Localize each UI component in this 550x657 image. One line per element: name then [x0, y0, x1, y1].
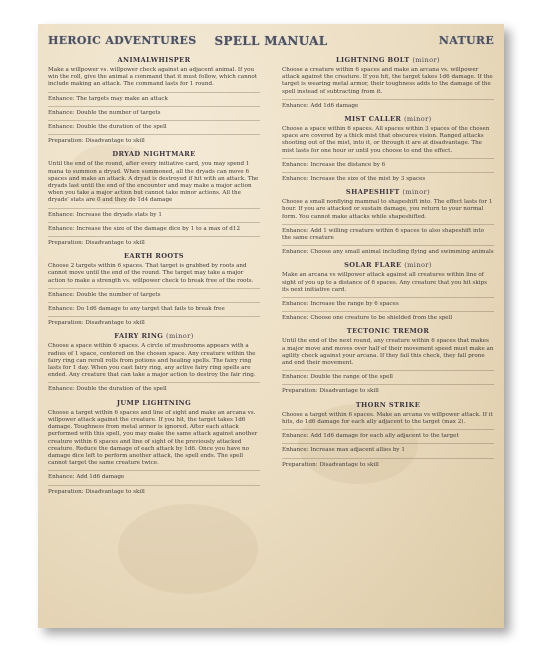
divider — [48, 236, 260, 237]
spell-title — [48, 332, 260, 340]
spell-entry — [282, 188, 494, 256]
spell-entry — [48, 399, 260, 496]
spell-description: Choose a space within 6 spaces. All spaces within 3 spaces of the chosen space are covered by a thick mist that obscures vision. Ranged attacks shooting out of the mist, into it, or through it are at disadvantage. The mist lasts for one hour or until you choose to end the effect. — [282, 126, 490, 154]
spell-entry — [48, 56, 260, 145]
spell-enhance: Enhance: Increase the distance by 6 — [282, 161, 386, 168]
spell-description: Make an arcana vs willpower attack against all creatures within line of sight of you up to a distance of 6 spaces. Any creature that you hit skips its next initiative card. — [282, 272, 488, 293]
divider — [48, 470, 260, 471]
divider — [48, 134, 260, 135]
spell-entry — [48, 150, 260, 247]
spell-title — [282, 188, 494, 196]
header-right: NATURE — [438, 34, 494, 47]
spell-preparation: Preparation: Disadvantage to skill — [48, 320, 145, 327]
left-column — [48, 56, 260, 501]
spell-name: EARTH ROOTS — [124, 252, 184, 261]
spell-description: Until the end of the next round, any creature within 6 spaces that makes a major move and moves over half of their movement speed must make an agility check against your arcana. If they fail this check, they fall prone and end their movement. — [282, 338, 494, 367]
spell-title — [48, 399, 260, 407]
spell-enhance: Enhance: Increase the size of the damage dice by 1 to a max of d12 — [48, 225, 241, 232]
spell-enhance: Enhance: Double the duration of the spell — [48, 124, 167, 131]
spell-enhance: Enhance: Add 1 willing creature within 6 spaces to also shapeshift into the same creature — [282, 227, 485, 242]
divider — [282, 99, 494, 100]
spell-name: LIGHTNING BOLT — [336, 56, 410, 64]
spell-description: Choose 2 targets within 6 spaces. That target is grabbed by roots and cannot move until the end of the round. The target may take a major action to make a strength vs. willpower check to break free of the roots. — [48, 263, 254, 284]
spell-name: SHAPESHIFT — [345, 188, 400, 197]
spell-enhance: Enhance: Double the duration of the spell — [48, 386, 167, 393]
divider — [48, 382, 260, 383]
spell-title — [282, 401, 494, 409]
spell-minor-tag: (minor) — [166, 332, 194, 341]
spell-enhance: Enhance: Increase the dryads stats by 1 — [48, 211, 162, 218]
spell-minor-tag: (minor) — [403, 115, 432, 124]
header-title: SPELL MANUAL — [214, 34, 328, 48]
divider — [282, 370, 494, 371]
spell-enhance: Enhance: Add 1d6 damage — [282, 102, 359, 109]
spell-description: Choose a creature within 6 spaces and make an arcana vs. willpower attack against the creature. If you hit, the target takes 1d6 damage. If the target is wearing metal armor, their toughness adds to the damage of the spell instead of subtracting from it. — [282, 67, 493, 95]
spell-name: DRYAD NIGHTMARE — [112, 150, 196, 159]
spell-name: MIST CALLER — [344, 115, 402, 124]
divider — [48, 92, 260, 93]
spell-preparation: Preparation: Disadvantage to skill — [282, 388, 379, 395]
spell-enhance: Enhance: Choose any small animal including flying and swimming animals — [282, 249, 494, 256]
paper-stain — [118, 504, 258, 594]
spell-preparation: Preparation: Disadvantage to skill — [282, 461, 379, 468]
divider — [282, 429, 494, 430]
spell-description: Until the end of the round, after every initiative card, you may spend 1 mana to summon a dryad. When summoned, all the dryads can move 6 spaces and make an attack. A dryad is destroyed if hit with an attack. The dryads last until the end of the encounter and may make a major action when you take a major action but cannot take minor actions. All the dryads' stats are 0 and they do 1d4 damage — [48, 161, 259, 204]
divider — [48, 302, 260, 303]
spell-minor-tag: (minor) — [404, 261, 432, 270]
spell-description: Make a willpower vs. willpower check against an adjacent animal. If you win the roll, give the animal a command that it must follow, which cannot include making an attack. The command lasts for 1 round. — [48, 67, 257, 88]
spell-enhance: Enhance: The targets may make an attack — [48, 95, 168, 102]
spell-name: FAIRY RING — [114, 332, 164, 341]
spell-title — [282, 56, 494, 64]
spell-title — [282, 327, 494, 335]
divider — [282, 443, 494, 444]
spell-minor-tag: (minor) — [412, 56, 440, 64]
spell-enhance: Enhance: Increase max adjacent allies by 1 — [282, 447, 405, 454]
spell-preparation: Preparation: Disadvantage to skill — [48, 240, 145, 247]
spell-title — [282, 115, 494, 123]
spell-enhance: Enhance: Add 1d6 damage — [48, 474, 125, 481]
divider — [282, 384, 494, 385]
divider — [282, 158, 494, 159]
spell-preparation: Preparation: Disadvantage to skill — [48, 138, 145, 145]
spell-title — [282, 261, 494, 269]
divider — [282, 311, 494, 312]
spell-entry — [48, 332, 260, 393]
spell-title — [48, 150, 260, 158]
spell-name: THORN STRIKE — [355, 400, 421, 409]
spell-name: ANIMALWHISPER — [117, 56, 191, 64]
spell-description: Choose a space within 6 spaces. A circle of mushrooms appears with a radius of 1 space, centered on the chosen space. Any creature within the fairy ring can reroll rolls from potions and healing spells. The fairy ring lasts for 1 day. When you cast fairy ring, any active fairy ring spells are ended. Any creature that can take a major action to destroy the fair ring. — [48, 343, 256, 379]
spell-enhance: Enhance: Do 1d6 damage to any target that fails to break free — [48, 306, 225, 313]
spell-minor-tag: (minor) — [402, 188, 431, 197]
divider — [48, 485, 260, 486]
spell-enhance: Enhance: Double the number of targets — [48, 291, 161, 298]
divider — [48, 120, 260, 121]
spell-enhance: Enhance: Double the range of the spell — [282, 374, 393, 381]
page-header — [38, 24, 504, 46]
divider — [48, 106, 260, 107]
spell-enhance: Enhance: Double the number of targets — [48, 109, 161, 116]
divider — [48, 222, 260, 223]
divider — [48, 208, 260, 209]
spell-description: Choose a target within 6 spaces and line of sight and make an arcana vs. willpower attack against the creature. If you hit, the target takes 1d6 damage. Toughness from metal armor is ignored. After each attack performed with this spell, you may make the same attack against another creature within 6 spaces and line of sight of the previously attacked creature. Reduce the damage of each attack by 1d6. Once you have no damage dice left to perform another attack, the spell ends. The spell cannot target the same creature twice. — [48, 409, 258, 467]
spell-description: Choose a target within 6 spaces. Make an arcana vs willpower attack. If it hits, do 1d6 damage for each ally adjacent to the target (max 2). — [282, 411, 493, 425]
divider — [48, 288, 260, 289]
divider — [282, 245, 494, 246]
spell-enhance: Enhance: Increase the range by 6 spaces — [282, 301, 399, 308]
divider — [282, 172, 494, 173]
spell-enhance: Enhance: Add 1d6 damage for each ally adjacent to the target — [282, 433, 459, 440]
spell-manual-page — [38, 24, 504, 628]
spell-entry — [282, 401, 494, 469]
spell-entry — [282, 56, 494, 110]
spell-description: Choose a small nonflying mammal to shapeshift into. The effect lasts for 1 hour. If you are attacked or sustain damage, you return to your normal form. You cannot make attacks while shapeshifted. — [282, 199, 493, 220]
spell-entry — [282, 261, 494, 322]
header-left: HEROIC ADVENTURES — [48, 34, 197, 47]
spell-title — [48, 252, 260, 260]
spell-entry — [282, 327, 494, 395]
spell-preparation: Preparation: Disadvantage to skill — [48, 488, 145, 495]
spell-title — [48, 56, 260, 64]
spell-entry — [282, 115, 494, 183]
divider — [282, 458, 494, 459]
divider — [282, 224, 494, 225]
spell-name: JUMP LIGHTNING — [116, 398, 192, 407]
spell-enhance: Enhance: Choose one creature to be shielded from the spell — [282, 315, 453, 322]
right-column — [282, 56, 494, 474]
divider — [282, 297, 494, 298]
spell-entry — [48, 252, 260, 327]
spell-name: TECTONIC TREMOR — [346, 327, 430, 336]
divider — [48, 316, 260, 317]
spell-enhance: Enhance: Increase the size of the mist by 3 spaces — [282, 176, 426, 183]
spell-name: SOLAR FLARE — [344, 261, 402, 270]
